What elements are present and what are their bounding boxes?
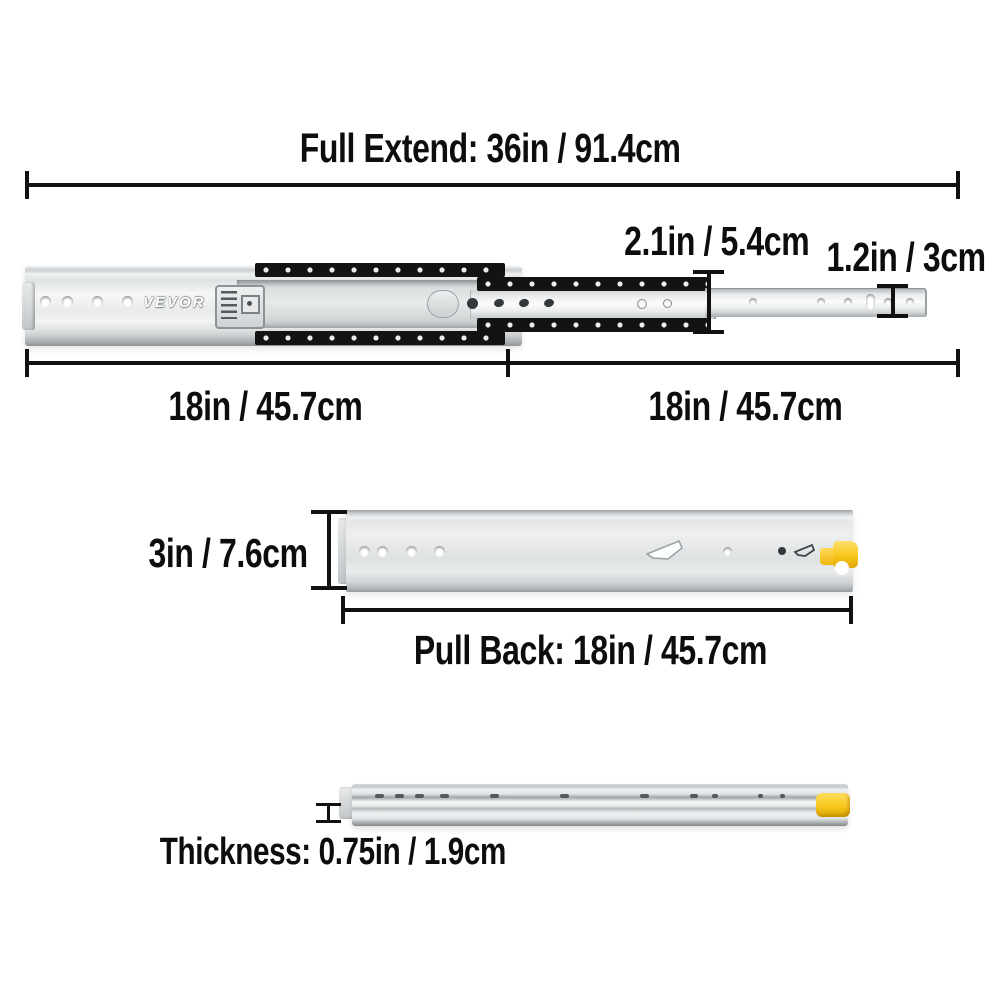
thickness-slide-illustration	[338, 778, 860, 832]
bracket-tick-top	[311, 510, 347, 514]
bracket-tick-bottom	[311, 586, 347, 590]
bracket-line	[707, 272, 711, 334]
latch-vents	[221, 291, 237, 319]
edge-slot	[375, 794, 384, 798]
bracket-tick-bottom	[316, 820, 341, 823]
edge-slot	[490, 794, 499, 798]
inner-rail-hole	[906, 298, 914, 306]
yellow-release-handle	[820, 541, 858, 568]
mounting-hole	[434, 546, 445, 557]
mid-rail-height-label: 2.1in / 5.4cm	[624, 218, 810, 264]
pull-back-label: Pull Back: 18in / 45.7cm	[413, 627, 767, 673]
lance-outline	[793, 543, 817, 559]
mounting-hole	[92, 296, 103, 307]
edge-slot	[560, 794, 569, 798]
left-half-length-label: 18in / 45.7cm	[167, 383, 363, 429]
edge-slot	[440, 794, 449, 798]
outer-rail-end-cap	[22, 282, 35, 330]
vevor-logo: VEVOR	[143, 294, 206, 311]
bracket-tick-top	[877, 284, 908, 288]
dimension-tick-middle	[506, 349, 510, 377]
inner-rail-hole	[749, 298, 757, 306]
dimension-line	[25, 361, 960, 365]
bracket-tick-bottom	[693, 330, 724, 334]
dimension-tick-right	[849, 596, 853, 624]
lock-latch	[215, 285, 265, 329]
inner-rail-hole	[844, 298, 852, 306]
capsule-cutout	[427, 290, 459, 318]
slide-height-label: 3in / 7.6cm	[148, 530, 308, 576]
dimension-tick-right	[956, 349, 960, 377]
bracket-tick-bottom	[877, 314, 908, 318]
mounting-hole	[122, 296, 133, 307]
dimension-line	[27, 183, 960, 187]
dimension-line	[343, 608, 852, 612]
thickness-label: Thickness: 0.75in / 1.9cm	[159, 831, 507, 873]
edge-slot	[395, 794, 404, 798]
edge-view-bar	[352, 784, 848, 826]
right-half-length-label: 18in / 45.7cm	[647, 383, 843, 429]
handle-notch	[835, 561, 849, 575]
full-extend-label: Full Extend: 36in / 91.4cm	[299, 125, 681, 171]
middle-rail-bearing-strip-bottom	[477, 318, 709, 332]
middle-rail-bearing-strip-top	[477, 277, 709, 291]
edge-slot	[640, 794, 649, 798]
latch-button	[241, 295, 260, 314]
edge-slot	[690, 794, 698, 798]
dimension-tick-left	[25, 349, 29, 377]
inner-rail-hole	[817, 298, 825, 306]
ball-bearing-strip-top	[255, 263, 505, 277]
dimension-tick-left	[341, 596, 345, 624]
mounting-hole	[62, 296, 73, 307]
inner-rail-height-label: 1.2in / 3cm	[826, 234, 986, 280]
middle-rail	[470, 290, 716, 319]
middle-rail-pinhole	[637, 299, 647, 309]
middle-rail-pinhole	[663, 299, 672, 308]
bracket-tick-top	[316, 803, 341, 806]
edge-slot	[780, 794, 785, 798]
inner-rail-slot	[866, 294, 875, 310]
edge-slot	[758, 794, 763, 798]
dimension-tick-right	[956, 171, 960, 199]
mounting-hole	[723, 547, 732, 556]
yellow-release-knob	[816, 793, 850, 817]
lance-cutout	[646, 539, 684, 563]
edge-slot	[712, 794, 718, 798]
ball-bearing-strip-bottom	[255, 331, 505, 345]
mounting-hole	[40, 296, 51, 307]
edge-slot	[415, 794, 424, 798]
pin-hole	[778, 547, 786, 555]
dimension-tick-left	[25, 171, 29, 199]
middle-rail-hole	[467, 298, 478, 309]
